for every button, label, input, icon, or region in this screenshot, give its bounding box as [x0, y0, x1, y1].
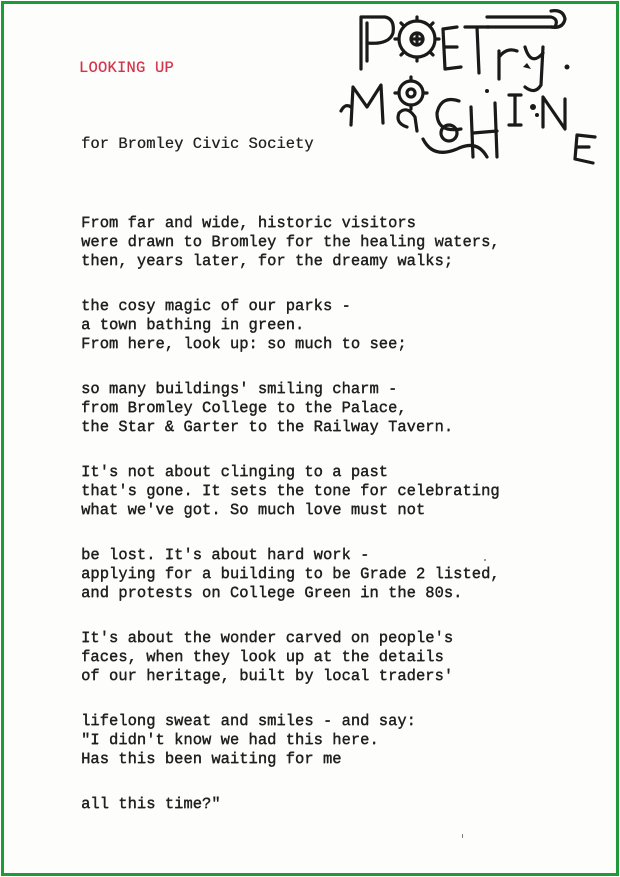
poem-line: that's gone. It sets the tone for celebrating: [81, 482, 500, 500]
stanza: [81, 463, 500, 520]
stanza: [81, 380, 500, 437]
stanza: [81, 629, 500, 686]
poem-line: were drawn to Bromley for the healing waters,: [81, 233, 500, 251]
poem-line: "I didn't know we had this here.: [81, 731, 379, 749]
poem-line: all this time?": [81, 795, 221, 813]
poem-line: a town bathing in green.: [81, 316, 305, 334]
poem-line: so many buildings' smiling charm -: [81, 380, 398, 398]
poem-line: then, years later, for the dreamy walks;: [81, 252, 454, 270]
stanza: [81, 712, 500, 769]
stanza: [81, 214, 500, 271]
typewritten-page: [1, 1, 619, 876]
poetry-machine-logo: [337, 7, 615, 172]
poem-line: It's not about clinging to a past: [81, 463, 388, 481]
poem-line: of our heritage, built by local traders': [81, 667, 454, 685]
poem-line: the Star & Garter to the Railway Tavern.: [81, 418, 454, 436]
poem-line: It's about the wonder carved on people's: [81, 629, 454, 647]
poem-line: what we've got. So much love must not: [81, 501, 426, 519]
poem-line: be lost. It's about hard work -: [81, 546, 370, 564]
stanza: [81, 795, 500, 814]
stanza: [81, 546, 500, 603]
poem-line: From far and wide, historic visitors: [81, 214, 416, 232]
poem-line: and protests on College Green in the 80s.: [81, 584, 463, 602]
stanza: [81, 297, 500, 354]
dedication: for Bromley Civic Society: [81, 135, 314, 153]
poem-body: [81, 214, 500, 840]
poem-line: Has this been waiting for me: [81, 750, 342, 768]
poem-line: faces, when they look up at the details: [81, 648, 444, 666]
ink-speck: [462, 834, 463, 838]
poem-title: LOOKING UP: [79, 59, 175, 77]
ink-speck: [484, 559, 486, 561]
poem-line: applying for a building to be Grade 2 listed,: [81, 565, 500, 583]
poem-line: the cosy magic of our parks -: [81, 297, 351, 315]
poem-line: from Bromley College to the Palace,: [81, 399, 407, 417]
poem-line: lifelong sweat and smiles - and say:: [81, 712, 416, 730]
poem-line: From here, look up: so much to see;: [81, 335, 407, 353]
